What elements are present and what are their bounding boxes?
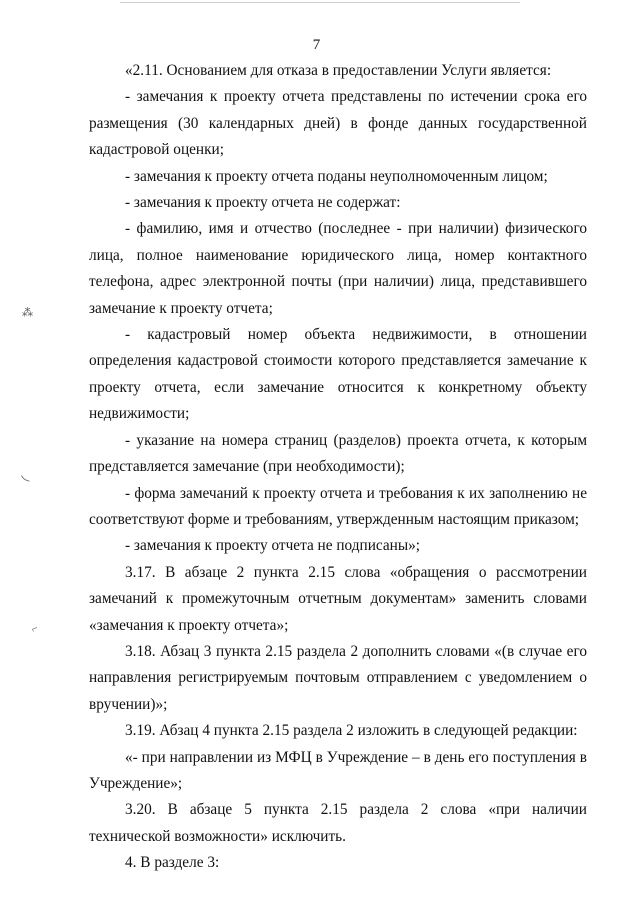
paragraph-deadline-expired: - замечания к проекту отчета представлены по истечении срока его размещения (30 календарных дней) в фонде данных государственной кадастровой оценки; bbox=[89, 88, 587, 159]
paragraph-cadastral-number: - кадастровый номер объекта недвижимости, в отношении определения кадастровой стоимости которого представляется замечание к проекту отчета, если замечание относится к конкретному объекту недвижимости; bbox=[89, 326, 587, 423]
paragraph-not-signed: - замечания к проекту отчета не подписаны»; bbox=[125, 537, 421, 555]
scan-speck-mark: ⁂ bbox=[22, 307, 33, 319]
paragraph-3-20: 3.20. В абзаце 5 пункта 2.15 раздела 2 слова «при наличии технической возможности» исключить. bbox=[89, 801, 587, 845]
paragraph-3-18: 3.18. Абзац 3 пункта 2.15 раздела 2 дополнить словами «(в случае его направления регистрируемым почтовым отправлением с уведомлением о вручении)»; bbox=[89, 642, 587, 713]
paragraph-section-4: 4. В разделе 3: bbox=[125, 854, 220, 872]
scan-speck-mark: ‿ bbox=[20, 467, 35, 483]
paragraph-3-19: 3.19. Абзац 4 пункта 2.15 раздела 2 изложить в следующей редакции: bbox=[125, 722, 578, 740]
paragraph-form-mismatch: - форма замечаний к проекту отчета и требования к их заполнению не соответствуют форме и требованиям, утвержденным настоящим приказом; bbox=[89, 484, 587, 528]
paragraph-page-numbers: - указание на номера страниц (разделов) проекта отчета, к которым представляется замечание (при необходимости); bbox=[89, 431, 587, 476]
paragraph-personal-data: - фамилию, имя и отчество (последнее - при наличии) физического лица, полное наименование юридического лица, номер контактного телефона, адрес электронной почты (при наличии) лица, представившего замечание к проекту отчета; bbox=[89, 220, 587, 317]
paragraph-3-19-text: «- при направлении из МФЦ в Учреждение – в день его поступления в Учреждение»; bbox=[89, 748, 587, 792]
page-number: 7 bbox=[312, 37, 321, 53]
scan-edge-line bbox=[120, 2, 520, 3]
paragraph-not-contain: - замечания к проекту отчета не содержат: bbox=[125, 194, 401, 212]
paragraph-2-11-heading: «2.11. Основанием для отказа в предоставлении Услуги является: bbox=[125, 62, 552, 79]
document-body bbox=[89, 58, 587, 877]
paragraph-unauthorized-person: - замечания к проекту отчета поданы неуполномоченным лицом; bbox=[125, 167, 548, 185]
paragraph-3-17: 3.17. В абзаце 2 пункта 2.15 слова «обращения о рассмотрении замечаний к промежуточным отчетным документам» заменить словами «замечания к проекту отчета»; bbox=[89, 563, 587, 634]
scan-speck-mark: ⌐ bbox=[29, 622, 40, 636]
